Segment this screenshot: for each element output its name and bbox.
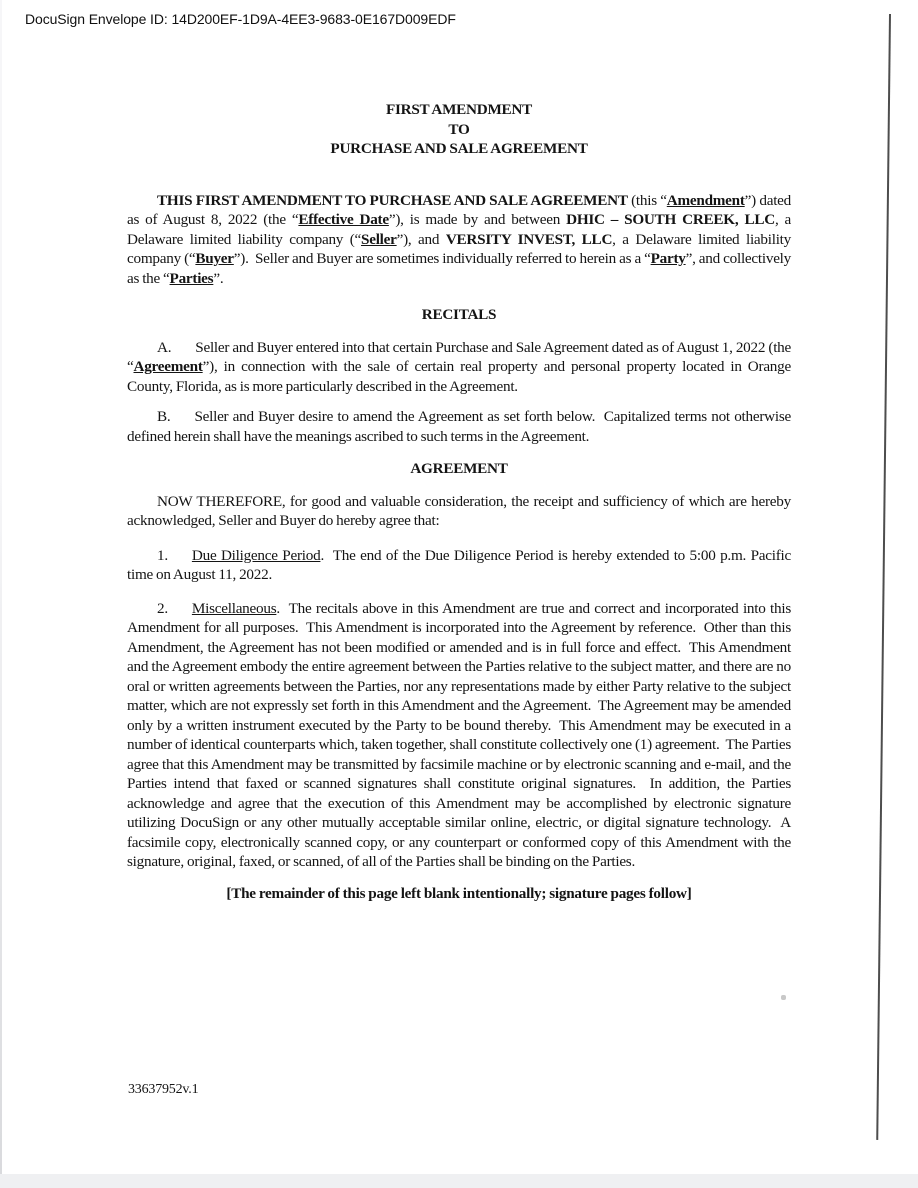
- section-2-paragraph: [127, 599, 795, 872]
- recital-a-paragraph: [127, 338, 795, 397]
- document-title: [127, 100, 791, 159]
- scan-bottom-shadow: [0, 1174, 918, 1188]
- recitals-heading: RECITALS: [421, 306, 497, 323]
- agreement-heading: AGREEMENT: [410, 460, 508, 477]
- title-line-3: PURCHASE AND SALE AGREEMENT: [330, 140, 588, 157]
- recital-b-label: B.: [157, 408, 171, 425]
- title-line-1: FIRST AMENDMENT: [385, 101, 533, 118]
- section-1-text: Due Diligence Period. The end of the Due Diligence Period is hereby extended to 5:00 p.m. Pacific time on August 11, 2022.: [127, 546, 795, 583]
- docusign-envelope-id: DocuSign Envelope ID: 14D200EF-1D9A-4EE3-9683-0E167D009EDF: [25, 11, 456, 27]
- title-line-2: TO: [448, 120, 470, 138]
- section-2-text: Miscellaneous. The recitals above in this Amendment are true and correct and incorporated into this Amendment for all purposes. This Amendment is incorporated into the Agreement by reference. Other than this Amendment, the Agreement has not been modified or amended and is in full force and effect. This Amendment and the Agreement embody the entire agreement between the Parties relative to the subject matter, and there are no oral or written agreements between the Parties, nor any representations made by either Party relative to the subject matter, which are not expressly set forth in this Amendment and the Agreement. The Agreement may be amended only by a written instrument executed by the Party to be bound thereby. This Amendment may be executed in a number of identical counterparts which, taken together, shall constitute collectively one (1) agreement. The Parties agree that this Amendment may be transmitted by facsimile machine or by electronic scanning and e-mail, and the Parties intend that faxed or scanned signatures shall constitute original signatures. In addition, the Parties acknowledge and agree that the execution of this Amendment may be accomplished by electronic signature utilizing DocuSign or any other mutually acceptable similar online, electric, or digital signature technology. A facsimile copy, electronically scanned copy, or any counterpart or conformed copy of this Amendment with the signature, original, faxed, or scanned, of all of the Parties shall be binding on the Parties.: [127, 599, 795, 870]
- now-therefore-paragraph: NOW THEREFORE, for good and valuable consideration, the receipt and sufficiency of which are hereby acknowledged, Seller and Buyer do hereby agree that:: [127, 492, 795, 529]
- recital-b-paragraph: [127, 407, 795, 446]
- remainder-blank-notice: [The remainder of this page left blank intentionally; signature pages follow]: [226, 884, 692, 902]
- document-reference-number: 33637952v.1: [128, 1082, 199, 1097]
- scan-edge-line-right: [876, 14, 890, 1140]
- recital-b-text: Seller and Buyer desire to amend the Agreement as set forth below. Capitalized terms not otherwise defined herein shall have the meanings ascribed to such terms in the Agreement.: [127, 408, 795, 445]
- section-1-paragraph: [127, 546, 795, 585]
- section-1-number: 1.: [157, 546, 168, 564]
- recital-a-label: A.: [157, 338, 172, 356]
- intro-paragraph: THIS FIRST AMENDMENT TO PURCHASE AND SALE AGREEMENT (this “Amendment”) dated as of August 8, 2022 (the “Effective Date”), is made by and between DHIC – SOUTH CREEK, LLC, a Delaware limited liability company (“Seller”), and VERSITY INVEST, LLC, a Delaware limited liability company (“Buyer”). Seller and Buyer are sometimes individually referred to herein as a “Party”, and collectively as the “Parties”.: [127, 191, 795, 287]
- scan-edge-line-left: [0, 0, 2, 1174]
- document-body: [127, 100, 795, 903]
- recital-a-text: Seller and Buyer entered into that certain Purchase and Sale Agreement dated as of August 1, 2022 (the “Agreement”), in connection with the sale of certain real property and personal property located in Orange County, Florida, as is more particularly described in the Agreement.: [127, 338, 795, 395]
- scan-speck-artifact: [781, 995, 786, 1000]
- section-2-number: 2.: [157, 599, 168, 617]
